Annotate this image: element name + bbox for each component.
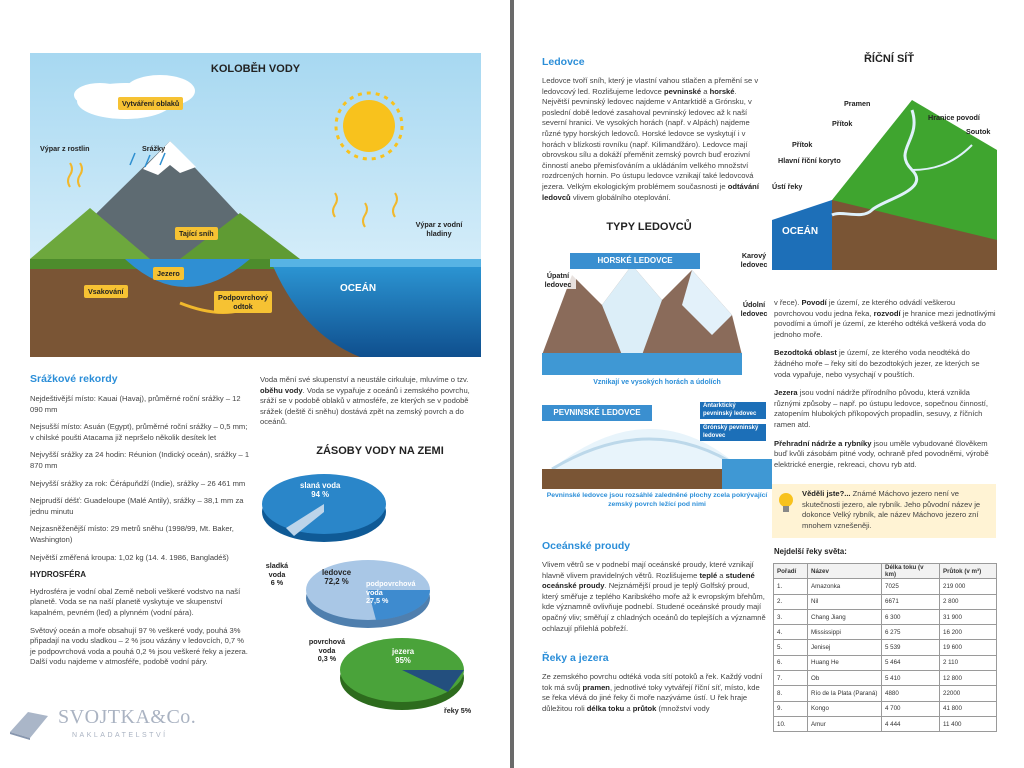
record-2: Nejsušší místo: Asuán (Egypt), průměrné roční srážky – 0,5 mm; v chilské poušti Atacama již nepršelo několik desítek let [30,422,248,442]
cell-length: 5 410 [882,671,940,686]
cell-flow: 2 800 [940,594,997,609]
pie2-side-label: podpovrchová voda 27,5 % [366,579,416,605]
rivers-table-title: Nejdelší řeky světa: [774,547,847,556]
table-row [774,686,997,701]
label-piedmont-glacier: Úpatní ledovec [540,272,576,289]
cycle-paragraph: Voda mění své skupenství a neustále cirkuluje, mluvíme o tzv. oběhu vody. Voda se vypařuje z oceánů i zemského povrchu, sráží se v podobě oblaků v atmosféře, ze kterých se v podobě srážek (deště či sněhu) dostává zpět na zemský povrch a do oceánů. [260,375,470,427]
cell-rank: 5. [774,640,808,655]
glaciers-paragraph: Ledovce tvoří sníh, který je vlastní vahou stlačen a přemění se v ledovcový led. Rozlišujeme ledovce pevninské a horské. Největší pevninský ledovec najdeme v Antarktidě a Grónsku, v poslední době ledové zasahoval pevninský ledovec až k naší severní hranici. Ve vysokých horách (např. v Alpách) najdeme různé typy horských ledovců. Horské ledovce se vyskytují i v horách v blízkosti rovníku (např. Kilimandžáro). Ledovce mají obrovskou sílu a dokáží přeměnit zemský povrch buď erozivní činností anebo přemisťováním a ukládáním velkého množství rozdrcených hornin. Po ústupu ledovce vznikají také ledovcová jezera. Velkým ekologickým problémem současnosti je odtávání ledovců vlivem globálního oteplování. [542,76,759,202]
cell-flow: 219 000 [940,579,997,594]
records-title: Srážkové rekordy [30,373,118,385]
right-page [514,0,1024,768]
hydrosphere-p1: Hydrosféra je vodní obal Země neboli veškeré vodstvo na naší planetě. Voda se na naší planetě vyskytuje ve skupenství kapalném, pevném (led) a plynném (vodní pára). [30,586,241,617]
basins-section [774,298,996,470]
label-precipitation: Srážky [142,144,166,153]
cell-rank: 3. [774,609,808,624]
cell-name: Ob [808,671,882,686]
cell-length: 5 539 [882,640,940,655]
cell-rank: 1. [774,579,808,594]
record-6: Nejzasněženější místo: 29 metrů sněhu (1998/99, Mt. Baker, Washington) [30,524,234,544]
river-network-artwork [772,70,1002,270]
basins-p4: Přehradní nádrže a rybníky jsou uměle vybudované člověkem buď kvůli zásobám pitné vody, ochraně před povodněmi, výrobě elektrické energie, rekreaci, chovu ryb atd. [774,438,989,469]
hydrosphere-title: HYDROSFÉRA [30,570,87,580]
cell-rank: 9. [774,701,808,716]
cell-name: Nil [808,594,882,609]
supply-title: ZÁSOBY VODY NA ZEMI [316,445,444,457]
label-evaporation: Výpar z vodní hladiny [415,220,463,238]
table-row [774,671,997,686]
record-1: Nejdeštivější místo: Kauai (Havaj), průměrné roční srážky – 12 090 mm [30,394,241,414]
col-flow: Průtok (v m³) [940,564,997,579]
cell-rank: 6. [774,655,808,670]
records-section [30,373,250,668]
cell-name: Jenisej [808,640,882,655]
currents-paragraph: Vlivem větrů se v podnebí mají oceánské proudy, které vznikají hlavně vlivem pravidelných větrů. Rozlišujeme teplé a studené oceánské proudy. Nejznámější proud je teplý Golfský proud, který směřuje z teplého Karibského moře až k evropským břehům, kde významně ovlivňuje podnebí. Studené oceánské proudy mají opačný vliv; směřují z chladných oceánů do teplejších a významně ochlazují přilehlá pobřeží. [542,560,766,633]
record-5: Nejprudší déšť: Guadeloupe (Malé Antily), srážky – 38,1 mm za jednu minutu [30,496,244,516]
label-watershed-boundary: Hranice povodí [928,113,980,122]
label-greenland-glacier: Grónský pevninský ledovec [700,424,766,441]
label-cirque-glacier: Karový ledovec [740,251,768,269]
lightbulb-icon [778,492,794,514]
glaciers-title: Ledovce [542,56,585,68]
record-3: Nejvyšší srážky za 24 hodin: Réunion (Indický oceán), srážky – 1 870 mm [30,450,250,470]
rivers-title: Řeky a jezera [542,652,609,664]
rivers-table-header [774,564,997,579]
cell-name: Río de la Plata (Paraná) [808,686,882,701]
cell-rank: 4. [774,625,808,640]
label-confluence: Soutok [966,127,991,136]
cell-flow: 2 110 [940,655,997,670]
cell-name: Amazonka [808,579,882,594]
continental-glacier-banner: PEVNINSKÉ LEDOVCE [542,405,652,421]
label-cloud-formation: Vytváření oblaků [118,97,183,110]
hydrosphere-p2: Světový oceán a moře obsahují 97 % veškeré vody, pouhá 3% připadají na vodu sladkou – 2 % jsou vázány v ledovcích, 0,7 % je podpovrchová voda a pouhá 0,2 % jsou veškeré řeky a jezera. Další vodu najdeme v atmosféře, podobě vodní páry. [30,625,248,667]
label-valley-glacier: Údolní ledovec [740,300,768,318]
cell-flow: 12 800 [940,671,997,686]
cell-length: 5 464 [882,655,940,670]
water-cycle-illustration [30,53,481,357]
publisher-logo [8,700,208,748]
cell-flow: 41 800 [940,701,997,716]
cell-flow: 11 400 [940,716,997,731]
table-row [774,701,997,716]
cell-length: 7025 [882,579,940,594]
cell-length: 6 275 [882,625,940,640]
cell-length: 6671 [882,594,940,609]
cell-length: 4 444 [882,716,940,731]
mountain-glacier-banner: HORSKÉ LEDOVCE [570,253,700,269]
cell-flow: 31 900 [940,609,997,624]
label-tributary-2: Přítok [792,140,813,149]
label-antarctic-glacier: Antarktický pevninský ledovec [700,402,766,419]
cell-rank: 8. [774,686,808,701]
rivers-section [542,652,766,714]
pie1-side-label: sladká voda 6 % [265,561,289,587]
water-cycle-title: KOLOBĚH VODY [210,63,301,75]
table-row [774,594,997,609]
book-icon [8,704,50,740]
network-ocean-label: OCEÁN [782,226,819,237]
cell-flow: 16 200 [940,625,997,640]
table-row [774,609,997,624]
pie2-out-label: povrchová voda 0,3 % [308,637,346,663]
label-melting-snow: Tající sníh [175,227,218,240]
col-name: Název [808,564,882,579]
logo-subtitle: NAKLADATELSTVÍ [72,732,168,739]
label-source: Pramen [844,99,871,108]
label-tributary-1: Přítok [832,119,853,128]
river-network-illustration [772,70,1002,270]
pie3-side-label: řeky 5% [444,706,472,715]
mountain-glacier-caption: Vznikají ve vysokých horách a údolích [593,379,721,386]
cell-flow: 19 600 [940,640,997,655]
cell-rank: 2. [774,594,808,609]
basins-p1: v řece). Povodí je území, ze kterého odvádí veškerou povrchovou vodu jedna řeka, rozvodí je hranice mezi jednotlivými povodími a úmoří je území, ze kterého odtéká veškerá voda do jednoho moře. [774,298,996,339]
pie1-main-label: slaná voda 94 % [300,481,341,499]
cell-length: 4 700 [882,701,940,716]
table-row [774,716,997,731]
label-runoff: Podpovrchový odtok [214,291,272,313]
cell-name: Kongo [808,701,882,716]
cell-name: Huang He [808,655,882,670]
label-river-mouth: Ústí řeky [772,182,803,191]
basins-p2: Bezodtoká oblast je území, ze kterého voda neodtéká do žádného moře – řeky sití do bezodtokých jezer, ze kterých se voda vypařuje, nebo vysychají v pouštích. [774,348,980,379]
river-network-title: ŘÍČNÍ SÍŤ [863,53,915,65]
cell-name: Amur [808,716,882,731]
rivers-paragraph: Ze zemského povrchu odtéká voda sítí potoků a řek. Každý vodní tok má svůj pramen, jednotlivé toky vytvářejí říční síť, místo, kde se řeka vlévá do jiné řeky či moře nazýváme ústí. U řek hraje důležitou roli délka toku a průtok (množství vody [542,672,763,713]
col-rank: Pořadí [774,564,808,579]
label-ocean: OCEÁN [340,283,377,294]
cell-flow: 22000 [940,686,997,701]
rivers-table [773,563,997,732]
cell-length: 6 300 [882,609,940,624]
fun-fact-box [772,484,996,538]
glaciers-section [542,56,766,203]
record-4: Nejvyšší srážky za rok: Čérápuňdží (Indie), srážky – 26 461 mm [30,478,246,488]
cell-rank: 10. [774,716,808,731]
cell-length: 4880 [882,686,940,701]
table-row [774,625,997,640]
pie3-main-label: jezera 95% [392,647,415,665]
cell-name: Chang Jiang [808,609,882,624]
table-row [774,640,997,655]
label-infiltration: Vsakování [84,285,128,298]
label-lake: Jezero [153,267,184,280]
label-transpiration: Výpar z rostlin [40,144,90,153]
logo-name: SVOJTKA&Co. [58,706,197,728]
col-length: Délka toku (v km) [882,564,940,579]
glacier-types-title: TYPY LEDOVCŮ [606,221,692,233]
fun-fact-text: Věděli jste?... Známé Máchovo jezero není ve skutečnosti jezero, ale rybník. Jeho původní název je dokonce Velký rybník, ale název Máchovo jezero zní mnohem vznešeněji. [802,489,981,530]
left-page [0,0,510,768]
cell-rank: 7. [774,671,808,686]
currents-title: Oceánské proudy [542,540,631,552]
table-row [774,655,997,670]
record-7: Největší změřená kroupa: 1,02 kg (14. 4. 1986, Bangladéš) [30,552,229,562]
table-row [774,579,997,594]
pie2-main-label: ledovce 72,2 % [322,568,352,586]
currents-section [542,540,766,634]
continental-glacier-caption: Pevninské ledovce jsou rozsáhlé zaledněné plochy zcela pokrývající zemský povrch ležící pod nimi [546,492,768,508]
label-main-channel: Hlavní říční koryto [778,156,841,165]
basins-p3: Jezera jsou vodní nádrže přírodního původu, která vznikla různými způsoby – např. po ústupu ledovce, sopečnou činností, zatopením hlubokých příkopových propadlin, sesuvy, z říčních ramen atd. [774,388,989,429]
cell-name: Mississippi [808,625,882,640]
